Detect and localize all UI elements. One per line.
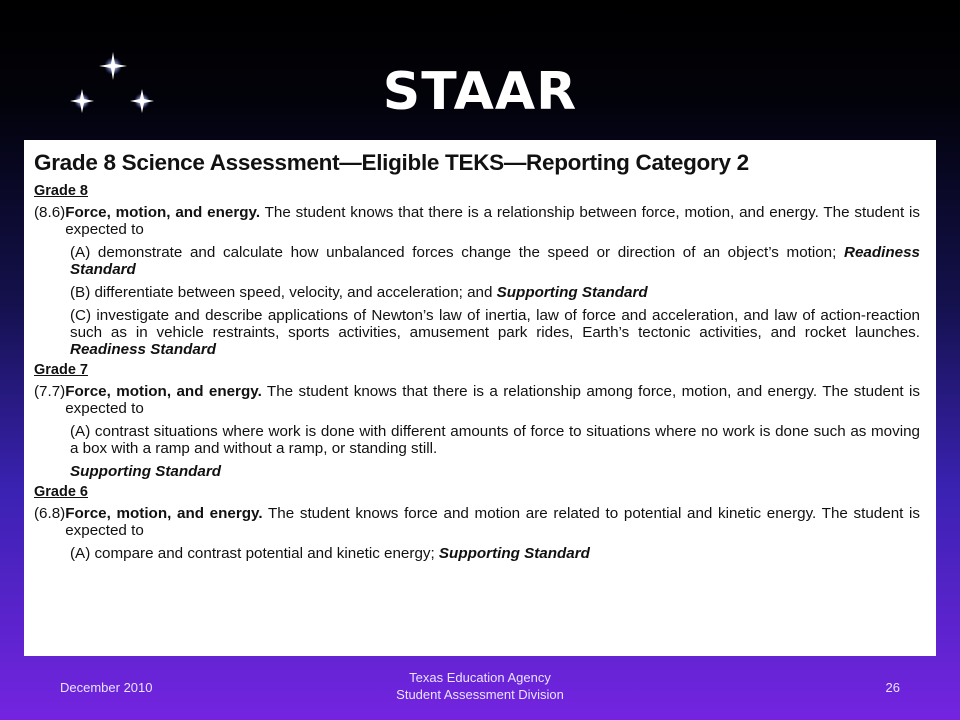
standard-item: [70, 463, 920, 480]
standard-topic: Force, motion, and energy.: [65, 204, 261, 221]
item-text: (A) compare and contrast potential and kinetic energy;: [70, 545, 439, 562]
slide-heading: Grade 8 Science Assessment—Eligible TEKS—Reporting Category 2: [34, 150, 749, 175]
standard-item: [70, 307, 920, 358]
standard-intro: The student knows force and motion are related to potential and kinetic energy. The student is expected to: [65, 505, 921, 539]
standard-tag: Readiness Standard: [70, 341, 217, 358]
standard-entry: [34, 505, 920, 539]
standard-item: [70, 545, 920, 562]
grade-label: Grade 7: [34, 362, 88, 378]
standard-intro: The student knows that there is a relationship between force, motion, and energy. The student is expected to: [65, 204, 921, 238]
standard-item: [70, 244, 920, 278]
item-text: (C) investigate and describe applications of Newton’s law of inertia, law of force and acceleration, and law of action-reaction such as in vehicle restraints, sports activities, amusement park rides, Earth’s tectonic activities, and rocket launches.: [70, 307, 920, 341]
item-text: (B) differentiate between speed, velocity, and acceleration; and: [70, 284, 497, 301]
standard-item: [70, 284, 920, 301]
standard-tag: Supporting Standard: [438, 545, 590, 562]
item-text: (A) contrast situations where work is done with different amounts of force to situations where no work is done such as moving a box with a ramp and without a ramp, or standing still.: [70, 423, 920, 457]
item-text: (A) demonstrate and calculate how unbalanced forces change the speed or direction of an object’s motion;: [70, 244, 845, 261]
footer-agency: [0, 669, 960, 703]
standard-topic: Force, motion, and energy.: [65, 505, 263, 522]
content-panel: [24, 140, 936, 656]
footer-page-number: 26: [885, 680, 900, 695]
standard-item: [70, 423, 920, 457]
standard-entry: [34, 383, 920, 417]
slide-title: STAAR: [382, 62, 578, 122]
standard-number: (8.6): [34, 204, 66, 221]
footer-agency-name: Texas Education Agency: [409, 670, 551, 685]
standard-tag: Readiness Standard: [70, 244, 920, 278]
footer-division: Student Assessment Division: [396, 687, 564, 702]
footer-date: December 2010: [60, 680, 153, 695]
grade-label: Grade 6: [34, 484, 88, 500]
standard-entry: [34, 204, 920, 238]
standard-topic: Force, motion, and energy.: [65, 383, 262, 400]
standard-number: (7.7): [34, 383, 66, 400]
standard-tag: Supporting Standard: [496, 284, 648, 301]
grade-label: Grade 8: [34, 183, 88, 199]
standard-intro: The student knows that there is a relationship among force, motion, and energy. The student is expected to: [65, 383, 921, 417]
standard-number: (6.8): [34, 505, 66, 522]
standard-tag: Supporting Standard: [70, 463, 222, 480]
